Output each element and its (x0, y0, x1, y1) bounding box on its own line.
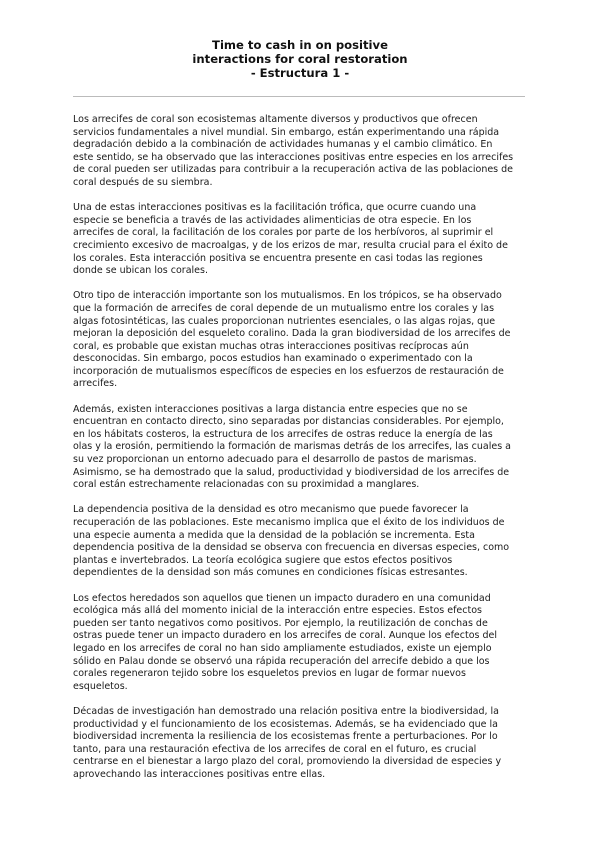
paragraph-line: tanto, para una restauración efectiva de los arrecifes de coral en el futuro, es crucial (73, 743, 477, 755)
paragraph-2 (73, 202, 529, 278)
paragraph-1 (73, 114, 529, 190)
paragraph-line: crecimiento excesivo de macroalgas, y de los erizos de mar, resulta crucial para el éxito de (73, 239, 508, 251)
paragraph-line: recuperación de las poblaciones. Este mecanismo implica que el éxito de los individuos de (73, 517, 505, 528)
paragraph-line: La dependencia positiva de la densidad es otro mecanismo que puede favorecer la (73, 504, 469, 516)
paragraph-line: pueden ser tanto negativos como positivos. Por ejemplo, la reutilización de conchas de (73, 617, 488, 629)
paragraph-line: una especie aumenta a medida que la densidad de la población se incrementa. Esta (73, 529, 475, 541)
paragraph-line: Asimismo, se ha demostrado que la salud, productividad y biodiversidad de los arrecifes de (73, 466, 510, 478)
paragraph-4 (73, 404, 529, 492)
title-line-3: - Estructura 1 - (250, 66, 350, 80)
paragraph-line: legado en los arrecifes de coral no han sido ampliamente estudiados, existe un ejemplo (73, 642, 492, 654)
paragraph-line: Otro tipo de interacción importante son los mutualismos. En los trópicos, se ha observado (73, 290, 502, 302)
paragraph-line: de coral pueden ser utilizadas para contribuir a la recuperación activa de las poblaciones de (73, 164, 514, 176)
paragraph-line: este sentido, se ha observado que las interacciones positivas entre especies en los arrecifes (73, 151, 514, 163)
paragraph-line: centrarse en el bienestar a largo plazo del coral, promoviendo la diversidad de especies y (73, 756, 502, 768)
title-divider (73, 96, 525, 97)
paragraph-line: degradación debido a la combinación de actividades humanas y el cambio climático. En (73, 139, 493, 151)
paragraph-7 (73, 706, 529, 782)
paragraph-line: Los arrecifes de coral son ecosistemas altamente diversos y productivos que ofrecen (73, 114, 478, 125)
title-line-1: Time to cash in on positive (212, 38, 388, 52)
paragraph-line: Una de estas interacciones positivas es la facilitación trófica, que ocurre cuando una (73, 202, 477, 214)
paragraph-6 (73, 593, 529, 694)
paragraph-line: plantas e invertebrados. La teoría ecológica sugiere que estos efectos positivos (73, 554, 453, 566)
paragraph-line: desconocidas. Sin embargo, pocos estudios han examinado o experimentado con la (73, 353, 473, 365)
paragraph-line: Los efectos heredados son aquellos que tienen un impacto duradero en una comunidad (73, 592, 491, 604)
paragraph-line: ecológica más allá del momento inicial de la interacción entre especies. Estos efectos (73, 605, 482, 617)
paragraph-line: en los hábitats costeros, la estructura de los arrecifes de ostras reduce la energía de las (73, 428, 493, 440)
paragraph-line: arrecifes. (73, 378, 118, 390)
paragraph-line: servicios fundamentales a nivel mundial. Sin embargo, están experimentando una rápida (73, 126, 500, 138)
paragraph-line: donde se ubican los corales. (73, 265, 208, 277)
paragraph-line: algas fotosintéticas, las cuales proporcionan nutrientes esenciales, o las algas rojas, que (73, 315, 496, 327)
paragraph-line: productividad y el funcionamiento de los ecosistemas. Además, se ha evidenciado que la (73, 718, 498, 730)
paragraph-line: esqueletos. (73, 680, 128, 692)
paragraph-line: arrecifes de coral, la facilitación de los corales por parte de los herbívoros, al suprimir el (73, 227, 494, 239)
paragraph-line: corales regeneraron tejido sobre los esqueletos previos en lugar de formar nuevos (73, 668, 466, 680)
paragraph-line: incorporación de mutualismos específicos de especies en los esfuerzos de restauración de (73, 365, 504, 377)
paragraph-line: coral después de su siembra. (73, 176, 213, 188)
document-title (0, 38, 600, 80)
paragraph-line: Además, existen interacciones positivas a larga distancia entre especies que no se (73, 403, 468, 415)
paragraph-line: dependencia positiva de la densidad se observa con frecuencia en diversas especies, como (73, 542, 510, 554)
paragraph-line: biodiversidad incrementa la resiliencia de los ecosistemas frente a perturbaciones. Por lo (73, 731, 498, 743)
paragraph-line: dependientes de la densidad son más comunes en condiciones físicas estresantes. (73, 567, 468, 579)
paragraph-line: aprovechando las interacciones positivas entre ellas. (73, 768, 326, 780)
paragraph-line: que la formación de arrecifes de coral depende de un mutualismo entre los corales y las (73, 302, 495, 314)
paragraph-5 (73, 504, 529, 580)
paragraph-line: mejoran la deposición del esqueleto coralino. Dada la gran biodiversidad de los arrecifes de (73, 328, 511, 340)
paragraph-line: sólido en Palau donde se observó una rápida recuperación del arrecife debido a que los (73, 655, 490, 667)
paragraph-line: su vez proporcionan un entorno adecuado para el desarrollo de pastos de marismas. (73, 454, 477, 466)
paragraph-line: los corales. Esta interacción positiva se encuentra presente en casi todas las regiones (73, 252, 483, 264)
paragraph-line: especie se beneficia a través de las actividades alimenticias de otra especie. En los (73, 214, 472, 226)
paragraph-line: olas y la erosión, permitiendo la formación de marismas detrás de los arrecifes, las cuales a (73, 441, 511, 453)
title-line-2: interactions for coral restoration (192, 52, 408, 66)
paragraph-line: coral, es probable que existan muchas otras interacciones positivas recíprocas aún (73, 340, 469, 352)
paragraph-line: coral están estrechamente relacionadas con su proximidad a manglares. (73, 479, 420, 491)
paragraph-line: Décadas de investigación han demostrado una relación positiva entre la biodiversidad, la (73, 705, 500, 717)
document-body (73, 114, 529, 794)
paragraph-3 (73, 290, 529, 391)
paragraph-line: ostras puede tener un impacto duradero en los arrecifes de coral. Aunque los efectos del (73, 630, 498, 642)
paragraph-line: encuentran en contacto directo, sino separadas por distancias considerables. Por ejemplo, (73, 416, 504, 428)
